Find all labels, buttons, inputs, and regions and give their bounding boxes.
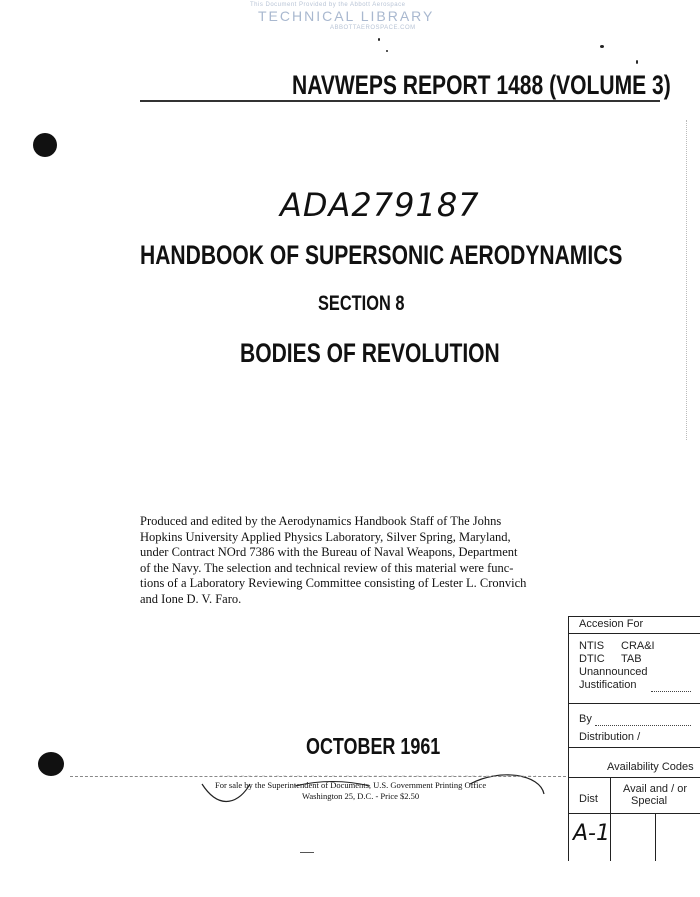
credits-line: and Ione D. V. Faro. bbox=[140, 591, 242, 606]
stamp-avail-label: Avail and / or bbox=[623, 783, 688, 795]
stamp-row-value: CRA&I bbox=[621, 640, 655, 652]
stamp-handwritten-entry: A-1 bbox=[573, 821, 610, 846]
credits-line: under Contract NOrd 7386 with the Bureau of Naval Weapons, Department bbox=[140, 545, 518, 560]
stamp-divider bbox=[569, 777, 700, 778]
scan-speck bbox=[636, 60, 638, 64]
right-edge-mark bbox=[686, 120, 688, 440]
section-label: SECTION 8 bbox=[318, 292, 405, 315]
header-rule bbox=[140, 100, 660, 102]
stamp-divider bbox=[569, 813, 700, 814]
stamp-availability-label: Availability Codes bbox=[607, 761, 694, 773]
stamp-special-label: Special bbox=[631, 795, 668, 807]
credits-line: Hopkins University Applied Physics Laboratory, Silver Spring, Maryland, bbox=[140, 529, 511, 544]
stamp-distribution-label: Distribution / bbox=[579, 731, 641, 743]
punch-hole-top bbox=[33, 133, 57, 157]
report-id: NAVWEPS REPORT 1488 (VOLUME 3) bbox=[292, 70, 671, 100]
publication-date: OCTOBER 1961 bbox=[306, 733, 441, 759]
stamp-row-label: Justification bbox=[579, 679, 637, 691]
scan-speck bbox=[378, 38, 380, 41]
stamp-by-label: By bbox=[579, 713, 592, 725]
stamp-divider bbox=[569, 703, 700, 704]
sale-notice-line1: For sale by the Superintendent of Documents, U.S. Government Printing Office bbox=[215, 780, 487, 790]
stamp-row-label: Unannounced bbox=[579, 666, 648, 678]
watermark-library: TECHNICAL LIBRARY bbox=[258, 8, 435, 24]
watermark-site: ABBOTTAEROSPACE.COM bbox=[330, 25, 416, 31]
sale-notice-line2: Washington 25, D.C. - Price $2.50 bbox=[302, 791, 420, 801]
stamp-header: Accesion For bbox=[579, 618, 644, 630]
credits-line: tions of a Laboratory Reviewing Committee consisting of Lester L. Cronvich bbox=[140, 576, 527, 591]
document-subtitle: BODIES OF REVOLUTION bbox=[240, 338, 500, 368]
stamp-row-label: NTIS bbox=[579, 640, 605, 652]
stamp-row-label: DTIC bbox=[579, 653, 605, 665]
scan-speck bbox=[600, 45, 604, 48]
stamp-row-value: TAB bbox=[621, 653, 642, 665]
scan-mark bbox=[300, 852, 314, 853]
stamp-dist-label: Dist bbox=[579, 793, 598, 805]
watermark-top-line: This Document Provided by the Abbott Aerospace bbox=[250, 2, 406, 8]
accession-number: ADA279187 bbox=[280, 186, 480, 224]
stamp-blank-line bbox=[651, 691, 691, 692]
bottom-rule bbox=[70, 776, 566, 777]
credits-paragraph bbox=[140, 514, 586, 608]
stamp-divider bbox=[569, 633, 700, 634]
document-title: HANDBOOK OF SUPERSONIC AERODYNAMICS bbox=[140, 240, 623, 270]
stamp-column-divider bbox=[610, 777, 611, 861]
stamp-column-divider bbox=[655, 813, 656, 861]
stamp-blank-line bbox=[595, 725, 691, 726]
credits-line: Produced and edited by the Aerodynamics Handbook Staff of The Johns bbox=[140, 514, 502, 528]
punch-hole-bottom bbox=[38, 752, 64, 776]
accession-stamp bbox=[568, 616, 700, 861]
stamp-divider bbox=[569, 747, 700, 748]
scan-speck bbox=[386, 50, 388, 52]
sale-notice-scribble bbox=[200, 772, 550, 812]
credits-line: of the Navy. The selection and technical review of this material were func- bbox=[140, 560, 514, 575]
